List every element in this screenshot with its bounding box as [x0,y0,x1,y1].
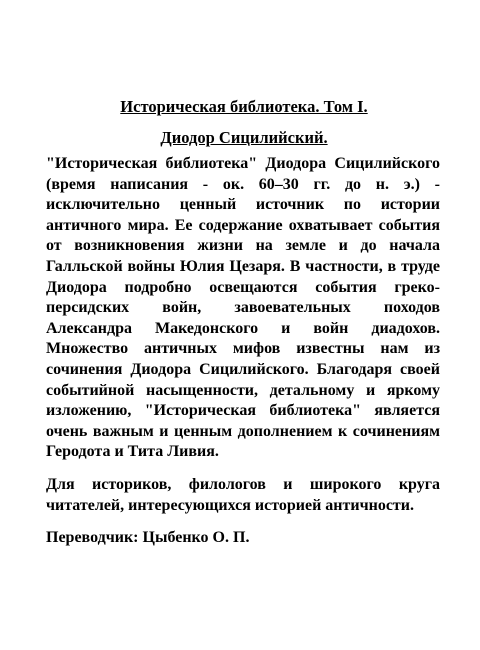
document-title: Историческая библиотека. Том I. [120,97,368,116]
document-author: Диодор Сицилийский. [160,128,328,147]
audience-paragraph: Для историков, филологов и широкого круга читателей, интересующихся историей античности. [46,475,440,514]
description-paragraph: "Историческая библиотека" Диодора Сицилийского (время написания - ок. 60–30 гг. до н. э.) - исключительно ценный источник по истории античного мира. Ее содержание охватывает события от возникновения жизни на земле и до начала Галльской войны Юлия Цезаря. В частности, в труде Диодора подробно освещаются события греко-персидских войн, завоевательных походов Александра Македонского и войн диадохов. Множество античных мифов известны нам из сочинения Диодора Сицилийского. Благодаря своей событийной насыщенности, детальному и яркому изложению, "Историческая библиотека" является очень важным и ценным дополнением к сочинениям Геродота и Тита Ливия. [46,155,440,461]
translator-paragraph: Переводчик: Цыбенко О. П. [46,529,250,547]
